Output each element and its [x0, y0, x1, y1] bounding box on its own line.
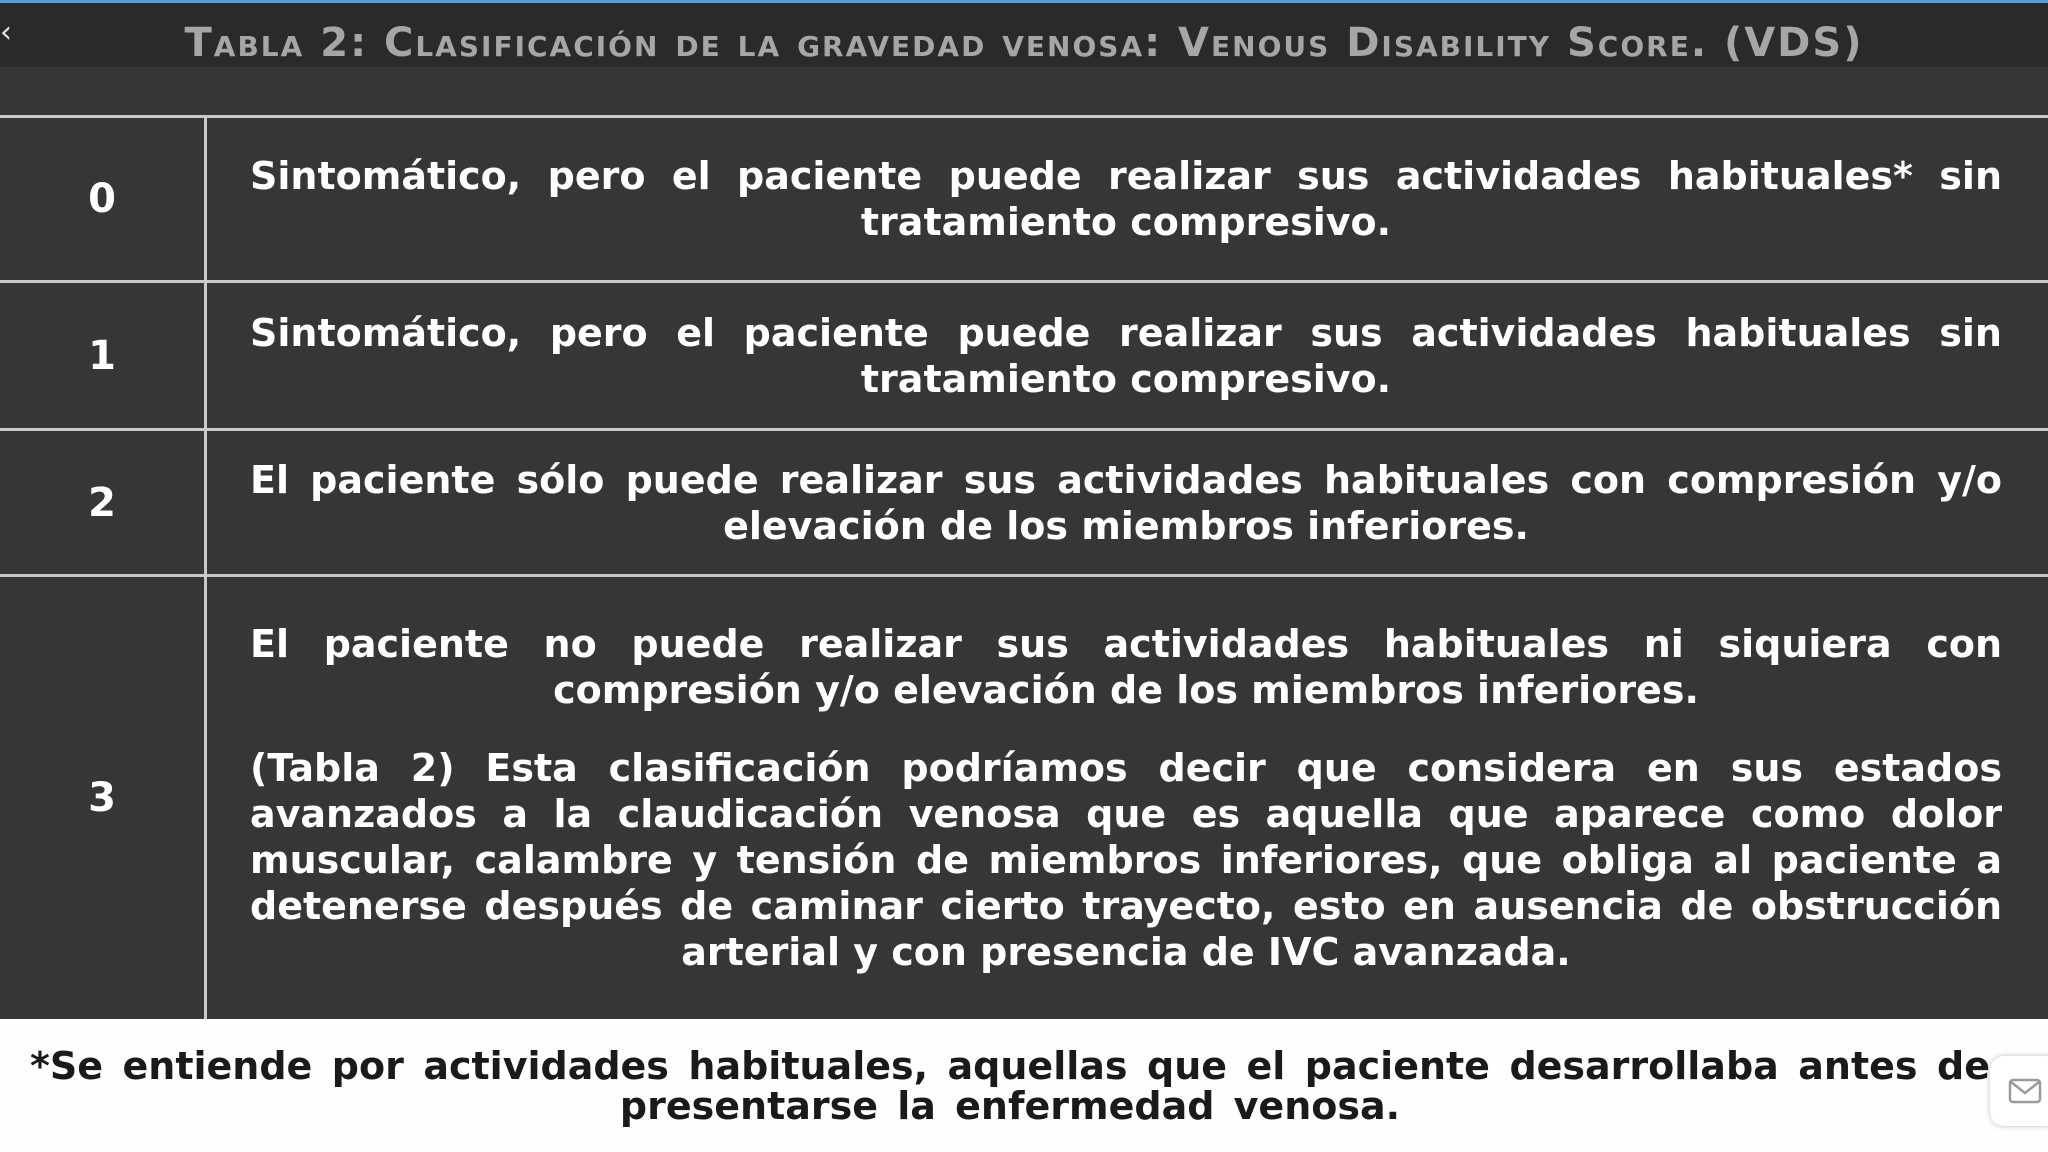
mail-button[interactable]: [1990, 1056, 2048, 1126]
footnote: *Se entiende por actividades habituales, aquellas que el paciente desarrollaba antes de presentarse la enfermedad venosa.: [30, 1044, 1990, 1128]
description-cell: [250, 577, 2002, 1019]
score-cell: 0: [88, 176, 116, 222]
description-cell: [250, 431, 2002, 574]
description-text: Sintomático, pero el paciente puede realizar sus actividades habituales sin tratamiento compresivo.: [250, 310, 2002, 401]
title-bar: [0, 3, 2048, 67]
chevron-left-icon[interactable]: ‹: [0, 15, 12, 50]
description-text: El paciente sólo puede realizar sus actividades habituales con compresión y/o elevación de los miembros inferiores.: [250, 457, 2002, 548]
description-cell: [250, 283, 2002, 428]
mail-icon: [2008, 1078, 2042, 1104]
description-text: El paciente no puede realizar sus actividades habituales ni siquiera con compresión y/o elevación de los miembros inferiores.: [250, 622, 2002, 712]
description-text: Sintomático, pero el paciente puede realizar sus actividades habituales* sin tratamiento compresivo.: [250, 154, 2002, 244]
description-cell: [250, 118, 2002, 280]
score-cell: 1: [88, 332, 116, 379]
score-cell: 2: [88, 479, 116, 526]
table-title: Tabla 2: Clasificación de la gravedad venosa: Venous Disability Score. (VDS): [184, 20, 1864, 66]
description-note: (Tabla 2) Esta clasificación podríamos decir que considera en sus estados avanzados a la claudicación venosa que es aquella que aparece como dolor muscular, calambre y tensión de miembros inferiores, que obliga al paciente a detenerse después de caminar cierto trayecto, esto en ausencia de obstrucción arterial y con presencia de IVC avanzada.: [250, 746, 2002, 974]
score-cell: 3: [88, 775, 116, 821]
table-column-divider: [204, 115, 207, 1019]
